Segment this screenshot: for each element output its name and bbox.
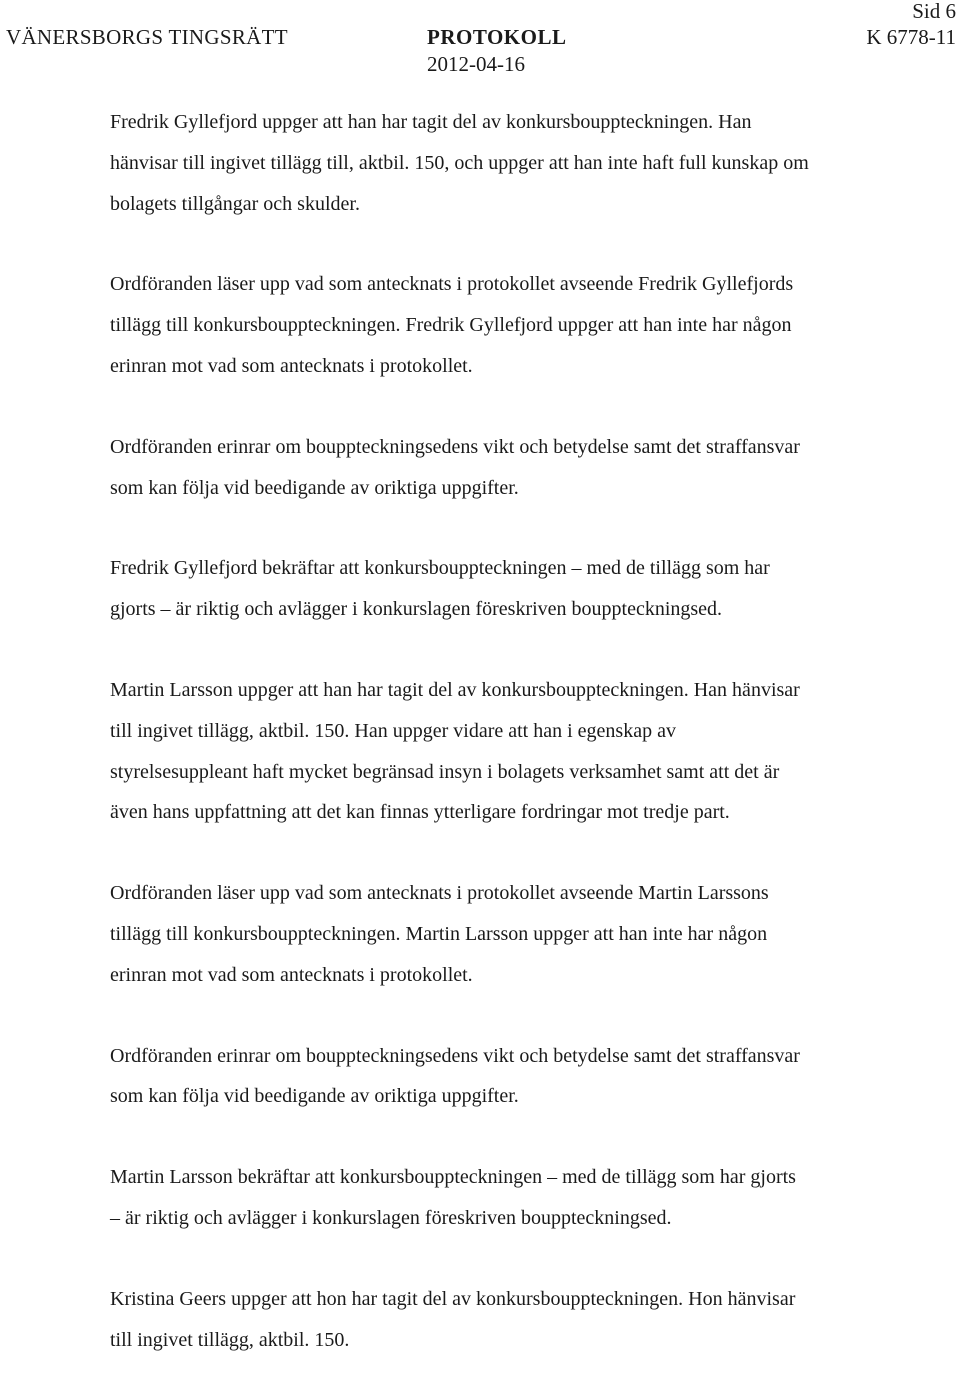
text-line: tillägg till konkursbouppteckningen. Martin Larsson uppger att han inte har någon xyxy=(110,922,768,945)
text-line: styrelsesuppleant haft mycket begränsad insyn i bolagets verksamhet samt att det är xyxy=(110,760,780,783)
text-line: erinran mot vad som antecknats i protokollet. xyxy=(110,354,473,377)
text-line: gjorts – är riktig och avlägger i konkurslagen föreskriven bouppteckningsed. xyxy=(110,598,723,621)
text-line: Ordföranden läser upp vad som antecknats i protokollet avseende Martin Larssons xyxy=(110,882,769,905)
case-number: K 6778-11 xyxy=(866,25,956,49)
text-line: Ordföranden erinrar om bouppteckningsedens vikt och betydelse samt det straffansvar xyxy=(110,1044,800,1067)
paragraph xyxy=(110,1279,910,1361)
text-line: till ingivet tillägg, aktbil. 150. Han uppger vidare att han i egenskap av xyxy=(110,719,676,742)
paragraph xyxy=(110,1036,910,1118)
text-line: Fredrik Gyllefjord uppger att han har tagit del av konkursbouppteckningen. Han xyxy=(110,111,752,133)
text-line: tillägg till konkursbouppteckningen. Fredrik Gyllefjord uppger att han inte har någon xyxy=(110,314,792,337)
text-line: Martin Larsson uppger att han har tagit del av konkursbouppteckningen. Han hänvisar xyxy=(110,678,800,701)
paragraph xyxy=(110,1157,910,1239)
text-line: som kan följa vid beedigande av oriktiga uppgifter. xyxy=(110,1085,519,1108)
text-line: Fredrik Gyllefjord bekräftar att konkursbouppteckningen – med de tillägg som har xyxy=(110,557,770,580)
paragraph xyxy=(110,427,910,509)
text-line: till ingivet tillägg, aktbil. 150. xyxy=(110,1328,350,1351)
document-body xyxy=(110,102,910,1400)
paragraph xyxy=(110,102,910,224)
text-line: även hans uppfattning att det kan finnas ytterligare fordringar mot tredje part. xyxy=(110,801,730,824)
paragraph xyxy=(110,873,910,995)
document-date: 2012-04-16 xyxy=(427,52,525,76)
text-line: hänvisar till ingivet tillägg till, aktbil. 150, och uppger att han inte haft full kunskap om xyxy=(110,151,809,174)
text-line: Kristina Geers uppger att hon har tagit del av konkursbouppteckningen. Hon hänvisar xyxy=(110,1287,796,1310)
text-line: som kan följa vid beedigande av oriktiga uppgifter. xyxy=(110,476,519,499)
text-line: Ordföranden erinrar om bouppteckningsedens vikt och betydelse samt det straffansvar xyxy=(110,435,800,458)
page-number: Sid 6 xyxy=(912,0,956,23)
text-line: – är riktig och avlägger i konkurslagen föreskriven bouppteckningsed. xyxy=(110,1206,672,1229)
text-line: Martin Larsson bekräftar att konkursbouppteckningen – med de tillägg som har gjorts xyxy=(110,1166,796,1189)
paragraph xyxy=(110,548,910,630)
document-title: PROTOKOLL xyxy=(427,25,567,49)
paragraph xyxy=(110,670,910,833)
paragraph xyxy=(110,264,910,386)
court-name: VÄNERSBORGS TINGSRÄTT xyxy=(6,25,288,49)
text-line: erinran mot vad som antecknats i protokollet. xyxy=(110,963,473,986)
text-line: Ordföranden läser upp vad som antecknats i protokollet avseende Fredrik Gyllefjords xyxy=(110,273,794,296)
text-line: bolagets tillgångar och skulder. xyxy=(110,192,360,215)
